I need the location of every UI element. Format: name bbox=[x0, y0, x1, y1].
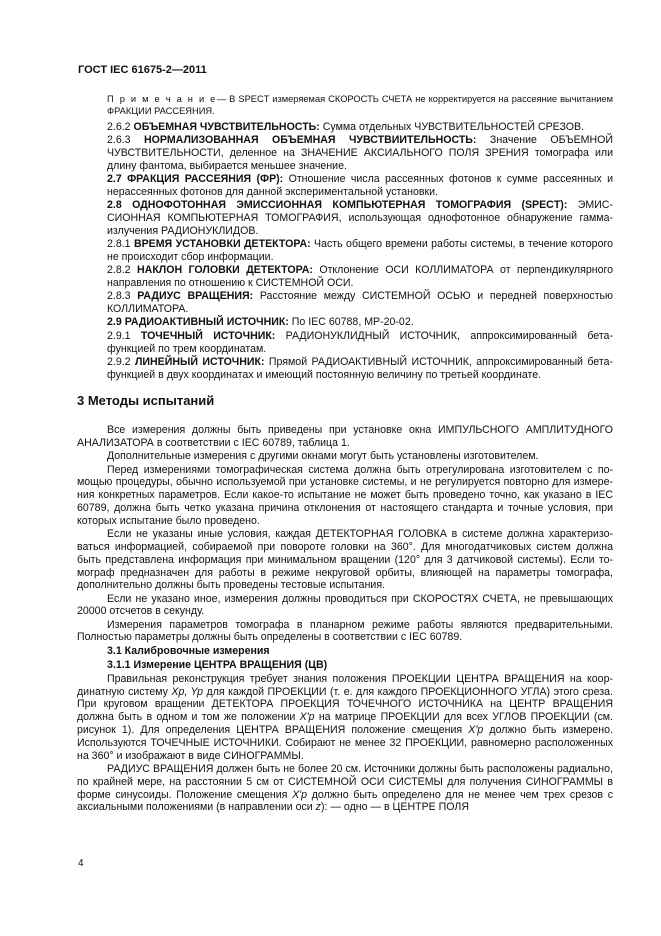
definition-term: НАКЛОН ГОЛОВКИ ДЕТЕКТОРА: bbox=[137, 264, 313, 277]
definition-term: НОРМАЛИЗОВАННАЯ ОБЪЕМНАЯ ЧУВСТВИИТЕЛЬНОСТЬ: bbox=[144, 134, 477, 147]
section-3-paragraph: Все измерения должны быть приведены при установке окна ИМПУЛЬСНОГО АМПЛИТУДНОГО АНАЛИЗАТОРА в соответствии с IEC 60789, таблица 1. bbox=[77, 424, 613, 450]
definition-number: 2.8.3 bbox=[107, 290, 131, 303]
note-paragraph bbox=[107, 93, 613, 117]
definition-item bbox=[107, 199, 613, 237]
subsection-3-1-heading: 3.1 Калибровочные измерения bbox=[107, 645, 270, 658]
definition-item bbox=[107, 316, 613, 329]
definition-text: Часть общего времени работы системы, в течение которого не происходит сбор информации. bbox=[107, 238, 613, 263]
page-number: 4 bbox=[78, 858, 84, 869]
definition-text: РАДИОНУКЛИДНЫЙ ИСТОЧНИК, аппроксимированный бета-функцией по трем координатам. bbox=[107, 329, 613, 355]
definition-item bbox=[107, 356, 613, 382]
definition-text: ЭМИССИОННАЯ КОМПЬЮТЕРНАЯ ТОМОГРАФИЯ, использующая однофотонное обнаружение гамма-излучения РАДИОНУКЛИДОВ. bbox=[107, 199, 613, 237]
math-xp-yp: Xp, Yp bbox=[171, 685, 204, 698]
definition-number: 2.8.1 bbox=[107, 238, 131, 251]
definition-item bbox=[107, 134, 613, 172]
definition-term: ЛИНЕЙНЫЙ ИСТОЧНИК: bbox=[134, 355, 265, 368]
text-run: для каждой ПРОЕКЦИИ (т. е. для каждого ПРОЕКЦИОННОГО УГЛА) этого среза. При круговом вращении ДЕТЕКТОРА ПРОЕКЦИЯ ТОЧЕЧНОГО ИСТОЧНИКА на ЦЕНТР ВРАЩЕНИЯ должна быть в одном и том же положении bbox=[77, 685, 613, 724]
section-3-paragraph: Перед измерениями томографическая система должна быть отрегулирована изготовителем с помощью процедуры, обычно используемой при установке системы, и не регулируется повторно для измерения конкретных параметров. Если какое-то испытание не может быть проведено точно, как указано в IEC 60789, должна быть четко указана причина отклонения от настоящего стандарта и точные условия, при которых испытание было проведено. bbox=[77, 463, 613, 527]
definition-term: ОДНОФОТОННАЯ ЭМИССИОННАЯ КОМПЬЮТЕРНАЯ ТОМОГРАФИЯ (SPECT): bbox=[132, 199, 568, 212]
definition-term: ОБЪЕМНАЯ ЧУВСТВИТЕЛЬНОСТЬ: bbox=[133, 121, 320, 133]
definition-text: Сумма отдельных ЧУВСТВИТЕЛЬНОСТЕЙ СРЕЗОВ. bbox=[319, 121, 585, 133]
definition-number: 2.9 bbox=[107, 316, 122, 329]
math-xp-prime: X'p bbox=[292, 788, 308, 801]
definition-item bbox=[107, 330, 613, 356]
section-3-heading: 3 Методы испытаний bbox=[77, 393, 215, 409]
section-3-paragraph: Если не указаны иные условия, каждая ДЕТЕКТОРНАЯ ГОЛОВКА в системе должна характеризоваться информацией, собираемой при повороте головки на 360°. Для многодатчиковых систем должна быть представлена информация при минимальном вращении (120° для 3 датчиковой системы). Если томограф предназначен для работы в режиме некруговой орбиты, влияющей на параметры томографа, дополнительно должны быть проведены тестовые испытания. bbox=[77, 528, 613, 592]
definition-text: Отклонение ОСИ КОЛЛИМАТОРА от перпендикулярного направления по отношению к СИСТЕМНОЙ ОСИ. bbox=[107, 264, 613, 290]
definition-term: РАДИОАКТИВНЫЙ ИСТОЧНИК: bbox=[124, 316, 289, 329]
section-3-paragraph: Дополнительные измерения с другими окнами могут быть установлены изготовителем. bbox=[107, 450, 539, 463]
definition-term: ФРАКЦИЯ РАССЕЯНИЯ (ФР): bbox=[127, 173, 284, 186]
definition-item bbox=[107, 238, 613, 264]
definition-number: 2.9.2 bbox=[107, 355, 131, 368]
subsection-3-1-1-heading: 3.1.1 Измерение ЦЕНТРА ВРАЩЕНИЯ (ЦВ) bbox=[107, 659, 328, 672]
text-run: на матрице ПРОЕКЦИИ для всех УГЛОВ ПРОЕКЦИИ (см. рисунок 1). Для определения ЦЕНТРА ВРАЩЕНИЯ положение смещения bbox=[77, 711, 613, 737]
text-run: должно быть измерено. Используются ТОЧЕЧНЫЕ ИСТОЧНИКИ. Собирают не менее 32 ПРОЕКЦИИ, равномерно расположенных на 360° и изображают в виде СИНОГРАММЫ. bbox=[77, 724, 613, 762]
section-3-paragraph: Если не указано иное, измерения должны проводиться при СКОРОСТЯХ СЧЕТА, не превышающих 20000 отсчетов в секунду. bbox=[77, 592, 613, 618]
definition-number: 2.9.1 bbox=[107, 329, 131, 342]
document-body bbox=[77, 93, 614, 815]
document-header: ГОСТ IEC 61675-2—2011 bbox=[78, 64, 207, 76]
math-xp-prime: X'p bbox=[299, 711, 315, 724]
text-run: ): — одно — в ЦЕНТРЕ ПОЛЯ bbox=[320, 801, 469, 814]
definition-text: Расстояние между СИСТЕМНОЙ ОСЬЮ и передней поверхностью КОЛЛИМАТОРА. bbox=[107, 290, 614, 316]
text-run: должно быть определено для не менее чем трех срезов с аксиальными положениями (в направлении оси bbox=[77, 788, 613, 814]
definition-term: РАДИУС ВРАЩЕНИЯ: bbox=[137, 290, 254, 303]
text-run: Правильная реконструкция требует знания положения ПРОЕКЦИИ ЦЕНТРА ВРАЩЕНИЯ на координатную систему bbox=[77, 672, 613, 698]
subsection-3-1-1-body bbox=[77, 673, 613, 814]
text-run: РАДИУС ВРАЩЕНИЯ должен быть не более 20 см. Источники должны быть расположены радиально, по крайней мере, на расстоянии 5 см от СИСТЕМНОЙ ОСИ СИСТЕМЫ для получения СИНОГРАММЫ в форме синусоиды. Положение смещения bbox=[77, 762, 613, 801]
definition-text: Прямой РАДИОАКТИВНЫЙ ИСТОЧНИК, аппроксимированный бета-функцией в двух координатах и имеющий постоянную величину по третьей координате. bbox=[107, 355, 614, 381]
definition-number: 2.7 bbox=[107, 173, 122, 186]
radius-paragraph bbox=[77, 763, 613, 814]
section-3-paragraph: Измерения параметров томографа в планарном режиме работы являются предварительными. Полностью параметры должны быть определены в соответствии с IEC 60789. bbox=[77, 618, 613, 644]
note-text: — В SPECT измеряемая СКОРОСТЬ СЧЕТА не корректируется на рассеяние вычитанием ФРАКЦИИ РАССЕЯНИЯ. bbox=[107, 94, 613, 116]
definition-item bbox=[107, 264, 613, 290]
section-3-body bbox=[77, 424, 613, 644]
definition-number: 2.8.2 bbox=[107, 264, 131, 277]
note-label: П р и м е ч а н и е bbox=[107, 94, 217, 104]
definition-number: 2.6.2 bbox=[107, 121, 131, 133]
math-z: z bbox=[315, 801, 321, 814]
math-xp-prime: X'p bbox=[468, 724, 484, 737]
definition-term: ВРЕМЯ УСТАНОВКИ ДЕТЕКТОРА: bbox=[133, 238, 311, 251]
definition-item bbox=[107, 121, 613, 134]
definition-number: 2.8 bbox=[107, 199, 122, 212]
definition-text: Значение ОБЪЕМНОЙ ЧУВСТВИТЕЛЬНОСТИ, деленное на ЗНАЧЕНИЕ АКСИАЛЬНОГО ПОЛЯ ЗРЕНИЯ томографа или длину фантома, выбирается меньшее значение. bbox=[107, 134, 613, 172]
definition-item bbox=[107, 290, 613, 316]
definition-number: 2.6.3 bbox=[107, 134, 131, 147]
definition-term: ТОЧЕЧНЫЙ ИСТОЧНИК: bbox=[140, 329, 276, 342]
definition-text: Отношение числа рассеянных фотонов к сумме рассеянных и нерассеянных фотонов для данной экспериментальной установки. bbox=[107, 173, 614, 198]
definition-item bbox=[107, 173, 613, 199]
definition-text: По IEC 60788, МР-20-02. bbox=[288, 316, 414, 329]
definitions-list bbox=[107, 121, 613, 381]
cor-paragraph bbox=[77, 673, 613, 763]
